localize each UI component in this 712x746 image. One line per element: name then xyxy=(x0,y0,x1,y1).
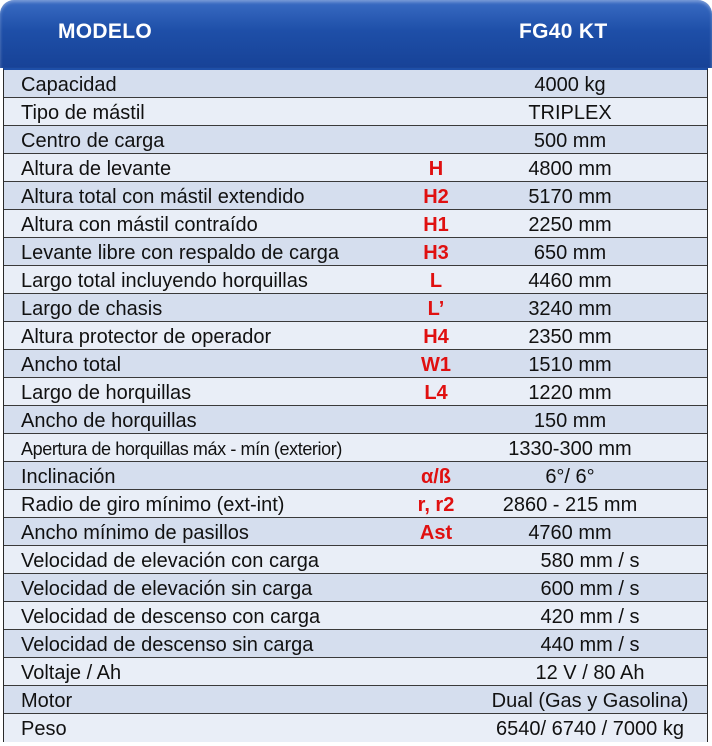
table-row xyxy=(4,518,707,546)
spec-value: 12 V / 80 Ah xyxy=(535,662,645,684)
spec-value: Dual (Gas y Gasolina) xyxy=(491,690,689,712)
header-label: MODELO xyxy=(58,20,152,43)
spec-label: Ancho de horquillas xyxy=(21,410,197,432)
spec-value: 2350 mm xyxy=(528,326,612,348)
spec-label: Velocidad de elevación sin carga xyxy=(21,578,313,600)
table-row xyxy=(4,546,707,574)
table-row xyxy=(4,294,707,322)
spec-code: W1 xyxy=(421,354,451,376)
table-row xyxy=(4,658,707,686)
spec-value: 150 mm xyxy=(533,410,607,432)
spec-value: 4000 kg xyxy=(534,74,606,96)
spec-label: Altura total con mástil extendido xyxy=(21,186,305,208)
table-header xyxy=(0,0,712,68)
spec-value: 4760 mm xyxy=(528,522,612,544)
table-row xyxy=(4,182,707,210)
spec-value: 420 mm / s xyxy=(540,606,640,628)
spec-value: 1510 mm xyxy=(528,354,612,376)
spec-code: H1 xyxy=(423,214,449,236)
table-row xyxy=(4,406,707,434)
spec-code: r, r2 xyxy=(417,494,455,516)
table-row xyxy=(4,602,707,630)
spec-value: 600 mm / s xyxy=(540,578,640,600)
table-row xyxy=(4,266,707,294)
table-row xyxy=(4,238,707,266)
table-row xyxy=(4,574,707,602)
table-row xyxy=(4,490,707,518)
table-row xyxy=(4,70,707,98)
spec-code: Ast xyxy=(419,522,453,544)
spec-label: Motor xyxy=(21,690,73,712)
spec-value: 440 mm / s xyxy=(540,634,640,656)
spec-label: Largo total incluyendo horquillas xyxy=(21,270,308,292)
table-row xyxy=(4,630,707,658)
model-name: FG40 KT xyxy=(519,20,608,43)
spec-label: Largo de horquillas xyxy=(21,382,192,404)
table-row xyxy=(4,434,707,462)
spec-label: Voltaje / Ah xyxy=(21,662,122,684)
spec-label: Altura de levante xyxy=(21,158,172,180)
spec-code: H2 xyxy=(423,186,449,208)
spec-value: 6540/ 6740 / 7000 kg xyxy=(496,718,684,740)
spec-value: 3240 mm xyxy=(528,298,612,320)
spec-value: 4800 mm xyxy=(528,158,612,180)
spec-code: L xyxy=(429,270,443,292)
spec-label: Ancho mínimo de pasillos xyxy=(21,522,249,544)
spec-code: H xyxy=(428,158,444,180)
table-row xyxy=(4,378,707,406)
spec-value: 650 mm xyxy=(533,242,607,264)
spec-value: TRIPLEX xyxy=(528,102,612,124)
spec-label: Centro de carga xyxy=(21,130,165,152)
spec-label: Peso xyxy=(21,718,67,740)
spec-label: Capacidad xyxy=(21,74,117,96)
spec-code: α/ß xyxy=(420,466,452,488)
spec-label: Largo de chasis xyxy=(21,298,163,320)
spec-value: 2860 - 215 mm xyxy=(502,494,638,516)
spec-label: Velocidad de descenso sin carga xyxy=(21,634,314,656)
spec-label: Velocidad de descenso con carga xyxy=(21,606,321,628)
spec-value: 1330-300 mm xyxy=(508,438,632,460)
spec-code: H3 xyxy=(423,242,449,264)
spec-label: Apertura de horquillas máx - mín (exterior) xyxy=(21,439,342,459)
table-row xyxy=(4,210,707,238)
spec-value: 580 mm / s xyxy=(540,550,640,572)
spec-table xyxy=(3,68,708,742)
spec-label: Levante libre con respaldo de carga xyxy=(21,242,339,264)
table-row xyxy=(4,126,707,154)
spec-value: 2250 mm xyxy=(528,214,612,236)
spec-label: Inclinación xyxy=(21,466,116,488)
spec-value: 500 mm xyxy=(533,130,607,152)
table-row xyxy=(4,462,707,490)
table-row xyxy=(4,98,707,126)
spec-label: Ancho total xyxy=(21,354,122,376)
spec-label: Radio de giro mínimo (ext-int) xyxy=(21,494,285,516)
spec-value: 4460 mm xyxy=(528,270,612,292)
table-row xyxy=(4,322,707,350)
spec-code: L’ xyxy=(427,298,445,320)
spec-label: Altura protector de operador xyxy=(21,326,272,348)
spec-code: H4 xyxy=(423,326,449,348)
table-row xyxy=(4,350,707,378)
spec-label: Velocidad de elevación con carga xyxy=(21,550,319,572)
spec-code: L4 xyxy=(424,382,448,404)
spec-label: Altura con mástil contraído xyxy=(21,214,258,236)
spec-value: 6°/ 6° xyxy=(545,466,595,488)
table-row xyxy=(4,714,707,742)
table-row xyxy=(4,154,707,182)
spec-value: 5170 mm xyxy=(528,186,612,208)
table-row xyxy=(4,686,707,714)
spec-label: Tipo de mástil xyxy=(21,102,145,124)
spec-value: 1220 mm xyxy=(528,382,612,404)
